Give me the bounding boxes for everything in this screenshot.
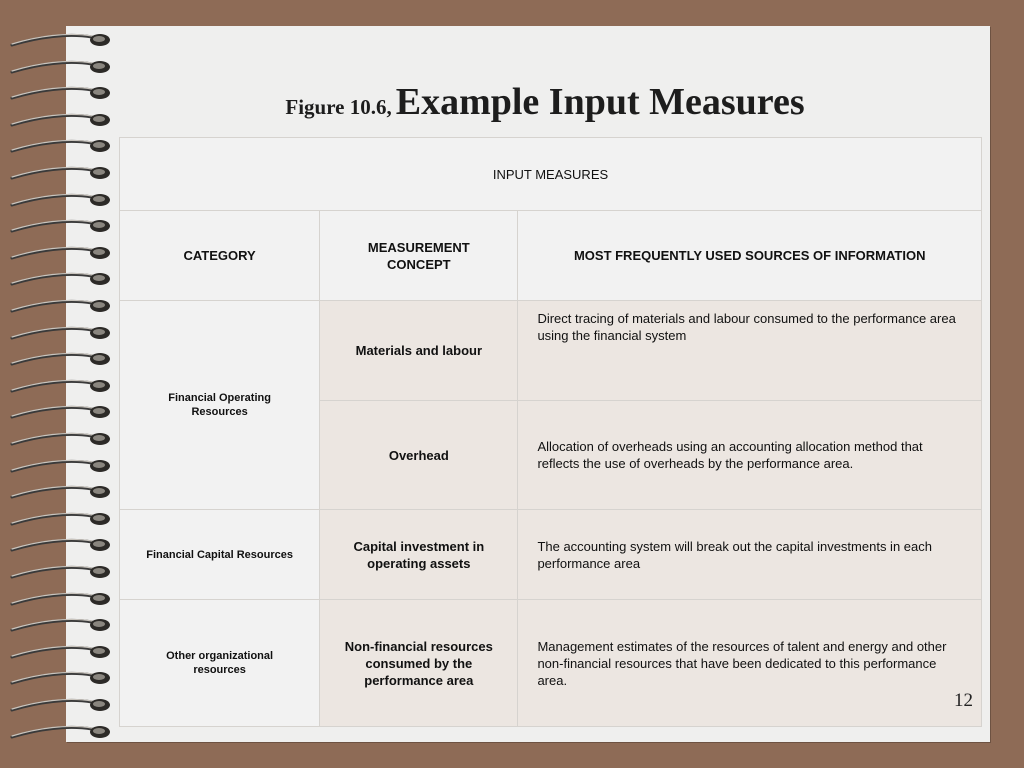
spiral-ring-icon xyxy=(8,377,112,395)
concept-cell: Non-financial resources consumed by the performance area xyxy=(320,600,518,727)
category-cell: Financial Operating Resources xyxy=(120,301,320,510)
column-header-concept: MEASUREMENT CONCEPT xyxy=(320,211,518,301)
concept-cell: Overhead xyxy=(320,401,518,510)
spiral-ring-icon xyxy=(8,669,112,687)
title-main: Example Input Measures xyxy=(395,81,805,123)
spiral-ring-icon xyxy=(8,164,112,182)
spiral-ring-icon xyxy=(8,616,112,634)
spiral-ring-icon xyxy=(8,403,112,421)
spiral-ring-icon xyxy=(8,297,112,315)
column-header-sources: MOST FREQUENTLY USED SOURCES OF INFORMATION xyxy=(518,211,982,301)
table-row xyxy=(120,301,982,401)
spiral-ring-icon xyxy=(8,643,112,661)
slide-title xyxy=(0,80,1024,124)
spiral-ring-icon xyxy=(8,244,112,262)
category-cell: Other organizational resources xyxy=(120,600,320,727)
spiral-ring-icon xyxy=(8,217,112,235)
title-prefix: Figure 10.6, xyxy=(285,95,392,119)
concept-cell: Capital investment in operating assets xyxy=(320,510,518,600)
table-header: INPUT MEASURES xyxy=(120,138,982,211)
category-cell: Financial Capital Resources xyxy=(120,510,320,600)
spiral-ring-icon xyxy=(8,191,112,209)
spiral-ring-icon xyxy=(8,457,112,475)
spiral-ring-icon xyxy=(8,324,112,342)
spiral-ring-icon xyxy=(8,723,112,741)
spiral-ring-icon xyxy=(8,483,112,501)
table-row xyxy=(120,510,982,600)
spiral-ring-icon xyxy=(8,137,112,155)
spiral-ring-icon xyxy=(8,536,112,554)
spiral-ring-icon xyxy=(8,58,112,76)
input-measures-table xyxy=(119,137,982,727)
spiral-ring-icon xyxy=(8,696,112,714)
spiral-ring-icon xyxy=(8,430,112,448)
source-cell: Management estimates of the resources of talent and energy and other non-financial resources that have been dedicated to this performance area. xyxy=(518,600,982,727)
column-header-category: CATEGORY xyxy=(120,211,320,301)
spiral-ring-icon xyxy=(8,590,112,608)
spiral-ring-icon xyxy=(8,563,112,581)
spiral-ring-icon xyxy=(8,510,112,528)
page-number: 12 xyxy=(954,690,973,711)
source-cell: Allocation of overheads using an accounting allocation method that reflects the use of overheads by the performance area. xyxy=(518,401,982,510)
spiral-ring-icon xyxy=(8,270,112,288)
table-row xyxy=(120,600,982,727)
source-cell: Direct tracing of materials and labour consumed to the performance area using the financial system xyxy=(518,301,982,401)
spiral-ring-icon xyxy=(8,350,112,368)
spiral-ring-icon xyxy=(8,31,112,49)
concept-cell: Materials and labour xyxy=(320,301,518,401)
source-cell: The accounting system will break out the capital investments in each performance area xyxy=(518,510,982,600)
